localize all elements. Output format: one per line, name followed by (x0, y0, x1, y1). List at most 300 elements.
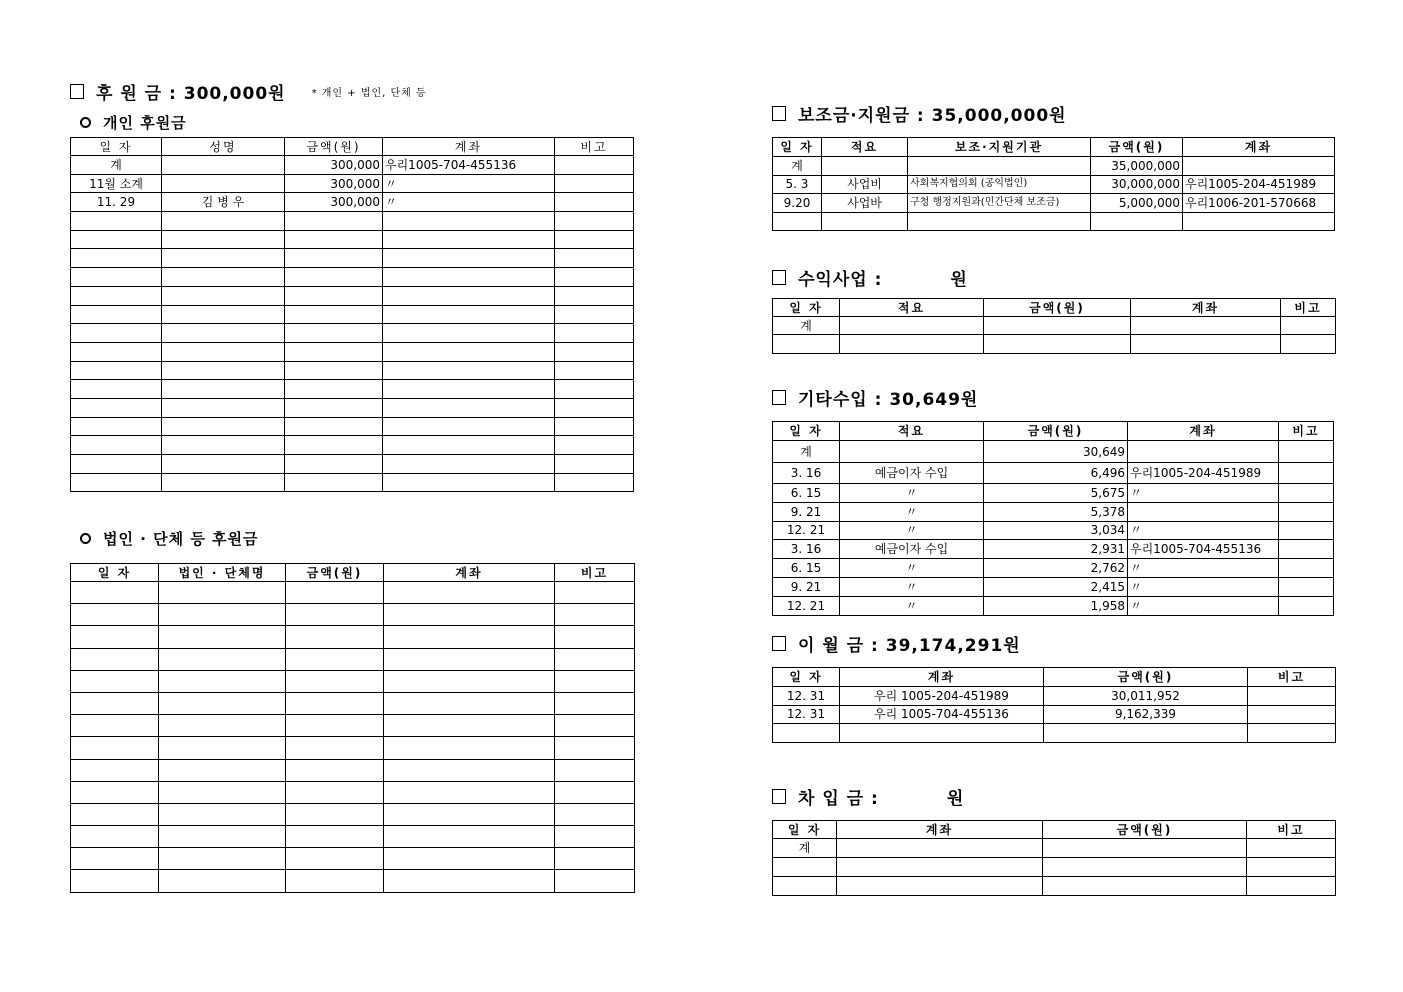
empty-cell (71, 692, 159, 714)
table-cell: 12. 31 (773, 687, 840, 706)
table-cell: 우리1005-704-455136 (1128, 540, 1279, 559)
empty-cell (286, 759, 384, 781)
empty-row (71, 870, 635, 892)
table-cell (840, 441, 984, 463)
checkbox-icon (772, 390, 786, 405)
empty-cell (1247, 877, 1336, 896)
table-cell (555, 193, 634, 212)
column-header: 성명 (162, 138, 285, 156)
empty-cell (162, 268, 285, 287)
column-header: 금액(원) (286, 564, 384, 582)
empty-cell (555, 324, 634, 343)
table-cell: 〃 (840, 521, 984, 540)
column-header: 비고 (1279, 422, 1334, 441)
empty-cell (285, 342, 383, 361)
empty-cell (383, 212, 555, 231)
table-cell: 사업바 (822, 194, 908, 213)
table-cell: 우리 1005-204-451989 (840, 687, 1044, 706)
empty-row (773, 877, 1336, 896)
table-cell (1183, 157, 1335, 176)
empty-cell (555, 212, 634, 231)
table-cell (1248, 687, 1336, 706)
empty-row (71, 455, 634, 474)
table-cell: 9.20 (773, 194, 822, 213)
table-row (773, 484, 1334, 503)
empty-cell (555, 604, 635, 626)
table-cell (162, 156, 285, 175)
empty-cell (555, 249, 634, 268)
column-header: 계좌 (1131, 299, 1281, 317)
table-cell (1131, 317, 1281, 335)
circle-bullet-icon (80, 117, 91, 128)
table-cell (1281, 317, 1336, 335)
table-cell (1279, 521, 1334, 540)
column-header: 비고 (555, 138, 634, 156)
column-header: 적요 (822, 138, 908, 157)
loan-title: 차 입 금 : (798, 789, 879, 809)
header-row (773, 668, 1336, 687)
table-cell: 계 (773, 157, 822, 176)
empty-cell (555, 692, 635, 714)
empty-cell (159, 759, 286, 781)
header-row (71, 564, 635, 582)
empty-cell (285, 455, 383, 474)
corporate-heading (80, 528, 259, 549)
empty-row (71, 670, 635, 692)
table-cell: 〃 (840, 596, 984, 615)
empty-row (71, 436, 634, 455)
empty-cell (159, 781, 286, 803)
table-row (773, 687, 1336, 706)
table-cell: 12. 31 (773, 705, 840, 724)
table-cell (1128, 502, 1279, 521)
header-row (773, 299, 1336, 317)
table-row (773, 194, 1335, 213)
empty-cell (71, 212, 162, 231)
empty-cell (773, 877, 837, 896)
column-header: 비고 (555, 564, 635, 582)
empty-cell (773, 724, 840, 743)
empty-row (71, 715, 635, 737)
individual-title: 개인 후원금 (103, 114, 187, 132)
carryover-table (772, 667, 1336, 743)
table-cell (555, 174, 634, 193)
table-cell (1279, 596, 1334, 615)
table-row (71, 156, 634, 175)
empty-cell (162, 436, 285, 455)
empty-cell (383, 417, 555, 436)
empty-cell (1131, 335, 1281, 354)
corporate-donation-table (70, 563, 635, 893)
empty-cell (384, 870, 555, 892)
empty-cell (383, 380, 555, 399)
table-row (773, 596, 1334, 615)
table-row (773, 577, 1334, 596)
table-cell (837, 839, 1043, 858)
empty-row (71, 398, 634, 417)
empty-cell (162, 212, 285, 231)
empty-cell (71, 759, 159, 781)
table-cell: 300,000 (285, 193, 383, 212)
empty-cell (555, 582, 635, 604)
empty-cell (840, 724, 1044, 743)
checkbox-icon (70, 84, 84, 99)
empty-cell (71, 230, 162, 249)
column-header: 계좌 (837, 821, 1043, 839)
empty-cell (159, 803, 286, 825)
checkbox-icon (772, 636, 786, 651)
empty-cell (71, 473, 162, 492)
column-header: 계좌 (1128, 422, 1279, 441)
loan-unit: 원 (946, 789, 965, 809)
table-cell: 5,000,000 (1091, 194, 1183, 213)
table-row (773, 705, 1336, 724)
header-row (773, 138, 1335, 157)
column-header: 일 자 (773, 668, 840, 687)
empty-cell (822, 212, 908, 230)
empty-cell (555, 870, 635, 892)
empty-cell (837, 858, 1043, 877)
empty-cell (71, 249, 162, 268)
table-cell: 30,011,952 (1044, 687, 1248, 706)
empty-cell (286, 626, 384, 648)
table-row (773, 559, 1334, 578)
empty-cell (384, 715, 555, 737)
empty-cell (286, 715, 384, 737)
table-cell (1279, 502, 1334, 521)
donation-heading (70, 79, 427, 104)
empty-cell (555, 803, 635, 825)
empty-cell (286, 826, 384, 848)
table-row (773, 540, 1334, 559)
column-header: 일 자 (773, 299, 840, 317)
empty-cell (555, 305, 634, 324)
table-cell: 〃 (840, 577, 984, 596)
business-title: 수익사업 : (798, 270, 883, 290)
column-header: 법인 · 단체명 (159, 564, 286, 582)
table-cell: 30,000,000 (1091, 175, 1183, 194)
empty-cell (162, 455, 285, 474)
empty-cell (71, 417, 162, 436)
empty-cell (555, 737, 635, 759)
empty-row (71, 692, 635, 714)
empty-cell (555, 648, 635, 670)
empty-cell (384, 848, 555, 870)
table-cell (840, 317, 984, 335)
empty-cell (555, 436, 634, 455)
empty-row (71, 604, 635, 626)
empty-row (71, 626, 635, 648)
table-cell: 〃 (383, 174, 555, 193)
empty-cell (71, 781, 159, 803)
empty-row (71, 417, 634, 436)
table-cell: 〃 (1128, 577, 1279, 596)
empty-cell (71, 268, 162, 287)
table-cell: 12. 21 (773, 521, 840, 540)
table-row (71, 174, 634, 193)
table-cell (1279, 463, 1334, 484)
empty-row (71, 324, 634, 343)
table-cell (1128, 441, 1279, 463)
empty-cell (71, 380, 162, 399)
empty-cell (384, 737, 555, 759)
empty-cell (383, 230, 555, 249)
empty-cell (71, 803, 159, 825)
empty-row (71, 473, 634, 492)
table-cell: 3. 16 (773, 540, 840, 559)
empty-cell (285, 230, 383, 249)
empty-cell (159, 737, 286, 759)
empty-cell (286, 737, 384, 759)
empty-cell (984, 335, 1131, 354)
checkbox-icon (772, 789, 786, 804)
empty-row (71, 268, 634, 287)
table-row (773, 521, 1334, 540)
table-cell: 5,675 (984, 484, 1128, 503)
table-row (773, 175, 1335, 194)
empty-cell (285, 417, 383, 436)
column-header: 비고 (1247, 821, 1336, 839)
header-row (773, 821, 1336, 839)
table-cell: 6. 15 (773, 484, 840, 503)
empty-cell (71, 342, 162, 361)
empty-cell (162, 305, 285, 324)
table-cell (984, 317, 1131, 335)
header-row (71, 138, 634, 156)
empty-row (71, 212, 634, 231)
empty-cell (383, 473, 555, 492)
table-cell (822, 157, 908, 176)
empty-row (71, 759, 635, 781)
empty-cell (555, 230, 634, 249)
empty-cell (384, 604, 555, 626)
empty-cell (285, 212, 383, 231)
empty-cell (71, 324, 162, 343)
empty-cell (159, 870, 286, 892)
empty-row (71, 305, 634, 324)
empty-row (71, 737, 635, 759)
empty-cell (383, 398, 555, 417)
empty-row (773, 724, 1336, 743)
table-cell: 6,496 (984, 463, 1128, 484)
empty-cell (383, 324, 555, 343)
empty-cell (162, 361, 285, 380)
individual-donation-table (70, 137, 634, 492)
table-cell: 우리1005-204-451989 (1183, 175, 1335, 194)
empty-cell (285, 361, 383, 380)
table-cell: 예금이자 수입 (840, 540, 984, 559)
empty-cell (384, 626, 555, 648)
empty-cell (384, 648, 555, 670)
empty-cell (285, 268, 383, 287)
empty-cell (555, 342, 634, 361)
table-cell: 〃 (1128, 484, 1279, 503)
empty-cell (286, 870, 384, 892)
table-cell: 300,000 (285, 174, 383, 193)
table-cell: 30,649 (984, 441, 1128, 463)
empty-cell (71, 715, 159, 737)
circle-bullet-icon (80, 533, 91, 544)
table-cell: 사업비 (822, 175, 908, 194)
empty-cell (286, 692, 384, 714)
empty-cell (384, 692, 555, 714)
table-cell (1247, 839, 1336, 858)
empty-cell (286, 582, 384, 604)
empty-cell (383, 249, 555, 268)
column-header: 금액(원) (1044, 668, 1248, 687)
table-cell: 우리1006-201-570668 (1183, 194, 1335, 213)
column-header: 금액(원) (1043, 821, 1247, 839)
table-cell: 5,378 (984, 502, 1128, 521)
empty-cell (285, 305, 383, 324)
column-header: 일 자 (773, 821, 837, 839)
table-cell: 구청 행정지원과(민간단체 보조금) (908, 194, 1091, 213)
table-cell (1279, 559, 1334, 578)
empty-cell (159, 826, 286, 848)
empty-cell (1043, 877, 1247, 896)
other-income-table (772, 421, 1334, 616)
empty-cell (71, 670, 159, 692)
table-row (773, 502, 1334, 521)
empty-cell (71, 737, 159, 759)
table-cell: 11. 29 (71, 193, 162, 212)
empty-cell (159, 648, 286, 670)
empty-row (71, 803, 635, 825)
empty-row (71, 286, 634, 305)
column-header: 적요 (840, 299, 984, 317)
empty-cell (286, 781, 384, 803)
empty-cell (71, 648, 159, 670)
empty-cell (285, 473, 383, 492)
empty-row (71, 230, 634, 249)
empty-cell (159, 715, 286, 737)
empty-cell (555, 268, 634, 287)
empty-cell (285, 380, 383, 399)
table-cell: 우리1005-704-455136 (383, 156, 555, 175)
empty-cell (71, 286, 162, 305)
empty-cell (908, 212, 1091, 230)
column-header: 적요 (840, 422, 984, 441)
empty-cell (286, 803, 384, 825)
empty-cell (71, 604, 159, 626)
empty-row (71, 826, 635, 848)
empty-cell (384, 826, 555, 848)
table-cell: 9,162,339 (1044, 705, 1248, 724)
table-cell: 우리 1005-704-455136 (840, 705, 1044, 724)
table-row (773, 839, 1336, 858)
table-cell (908, 157, 1091, 176)
empty-cell (162, 473, 285, 492)
checkbox-icon (772, 270, 786, 285)
empty-cell (1043, 858, 1247, 877)
subsidy-heading (772, 101, 1067, 126)
table-cell: 〃 (1128, 521, 1279, 540)
empty-cell (71, 398, 162, 417)
empty-row (71, 648, 635, 670)
column-header: 금액(원) (1091, 138, 1183, 157)
empty-cell (555, 626, 635, 648)
empty-cell (555, 455, 634, 474)
table-cell: 계 (773, 441, 840, 463)
empty-cell (555, 417, 634, 436)
empty-cell (1281, 335, 1336, 354)
empty-row (773, 858, 1336, 877)
table-cell: 1,958 (984, 596, 1128, 615)
column-header: 계좌 (840, 668, 1044, 687)
empty-cell (383, 286, 555, 305)
table-cell (1279, 577, 1334, 596)
table-cell: 5. 3 (773, 175, 822, 194)
empty-cell (1183, 212, 1335, 230)
table-cell: 〃 (840, 484, 984, 503)
column-header: 계좌 (384, 564, 555, 582)
other-income-heading (772, 385, 978, 410)
empty-cell (285, 249, 383, 268)
column-header: 계좌 (1183, 138, 1335, 157)
empty-cell (383, 268, 555, 287)
table-cell: 2,931 (984, 540, 1128, 559)
table-row (773, 157, 1335, 176)
table-cell: 6. 15 (773, 559, 840, 578)
column-header: 계좌 (383, 138, 555, 156)
checkbox-icon (772, 106, 786, 121)
empty-cell (159, 604, 286, 626)
empty-cell (555, 848, 635, 870)
empty-cell (162, 230, 285, 249)
empty-cell (71, 455, 162, 474)
empty-cell (159, 692, 286, 714)
table-cell (555, 156, 634, 175)
empty-row (773, 335, 1336, 354)
empty-cell (555, 781, 635, 803)
loan-heading (772, 784, 964, 809)
empty-cell (555, 361, 634, 380)
header-row (773, 422, 1334, 441)
table-cell (1043, 839, 1247, 858)
table-cell: 〃 (840, 559, 984, 578)
subsidy-title: 보조금·지원금 : 35,000,000원 (798, 106, 1067, 126)
empty-cell (555, 380, 634, 399)
table-row (773, 463, 1334, 484)
table-cell: 〃 (840, 502, 984, 521)
empty-cell (555, 670, 635, 692)
table-cell: 3,034 (984, 521, 1128, 540)
table-cell: 〃 (1128, 596, 1279, 615)
loan-table (772, 820, 1336, 896)
empty-cell (773, 858, 837, 877)
empty-cell (162, 398, 285, 417)
table-row (71, 193, 634, 212)
empty-cell (71, 305, 162, 324)
column-header: 금액(원) (984, 422, 1128, 441)
table-cell (1279, 484, 1334, 503)
empty-cell (286, 670, 384, 692)
table-cell: 9. 21 (773, 502, 840, 521)
table-cell: 300,000 (285, 156, 383, 175)
carryover-heading (772, 631, 1021, 656)
table-cell: 예금이자 수입 (840, 463, 984, 484)
donation-title: 후 원 금 : 300,000원 (96, 84, 286, 104)
empty-cell (840, 335, 984, 354)
empty-cell (1044, 724, 1248, 743)
empty-cell (555, 286, 634, 305)
business-heading (772, 265, 968, 290)
empty-cell (285, 436, 383, 455)
empty-cell (71, 582, 159, 604)
empty-cell (384, 759, 555, 781)
table-cell (1279, 441, 1334, 463)
empty-cell (286, 648, 384, 670)
